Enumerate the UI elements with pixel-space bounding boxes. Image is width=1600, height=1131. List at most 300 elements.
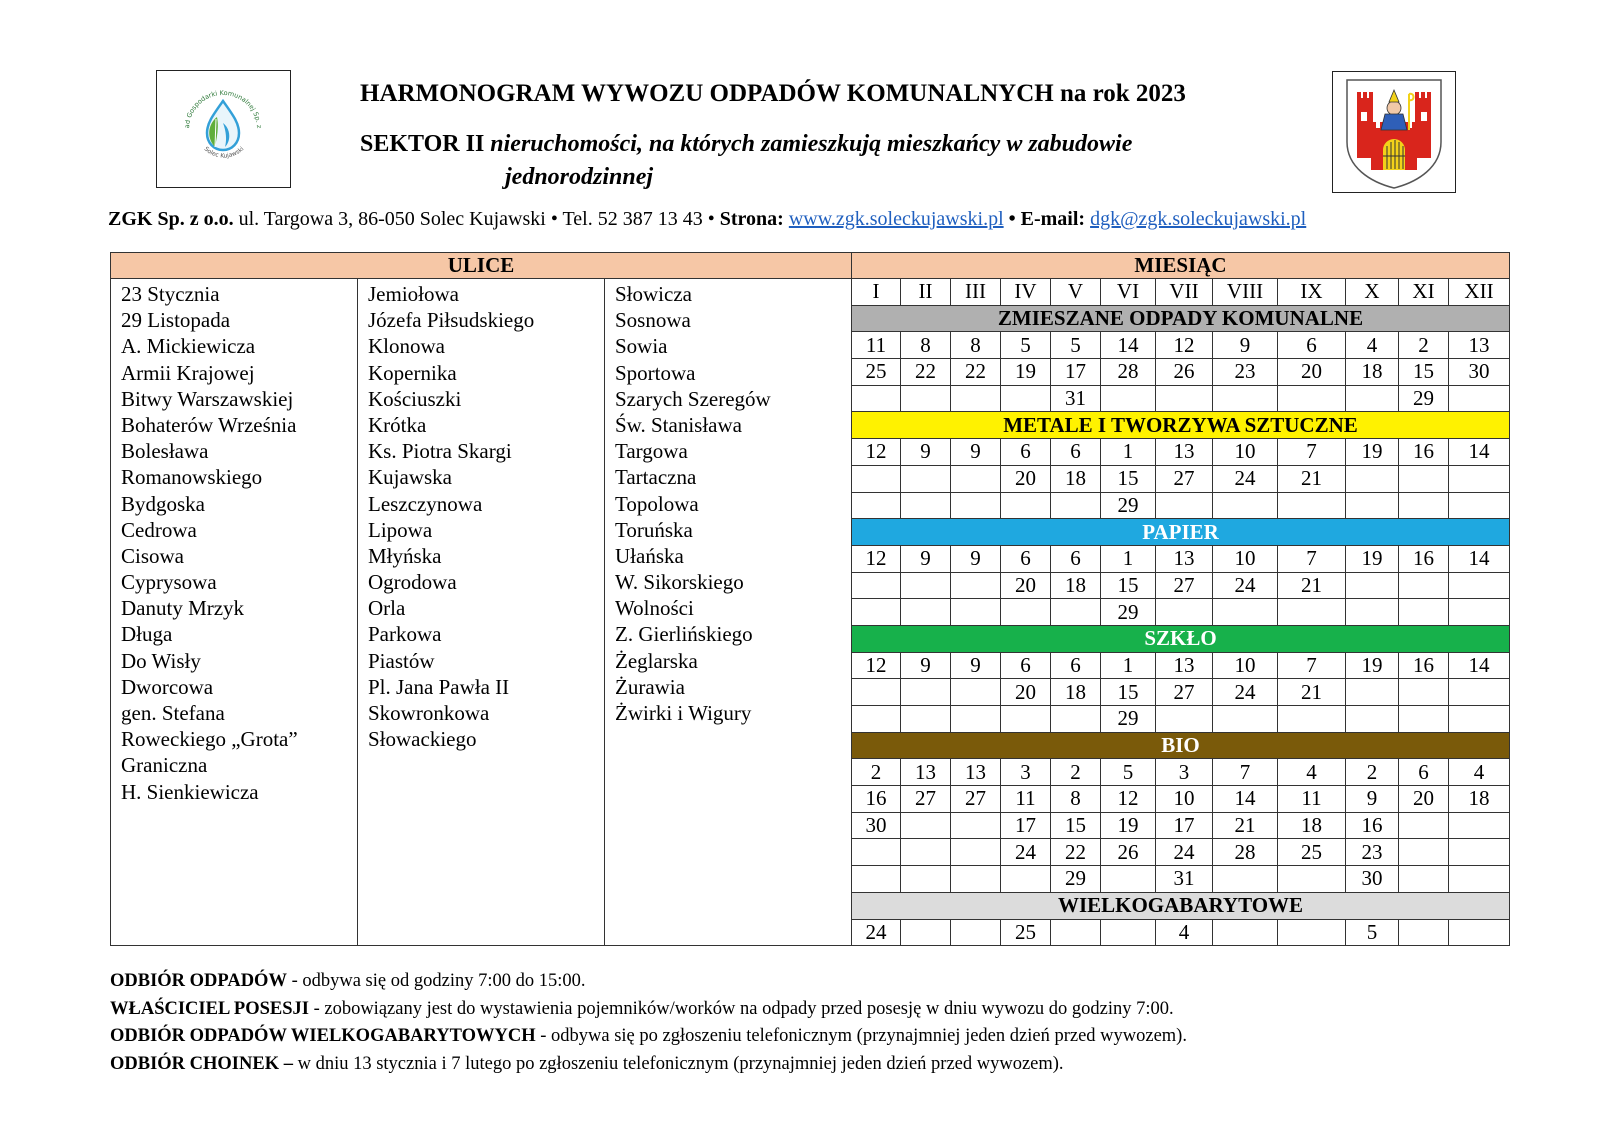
day-cell: 29 — [1101, 599, 1156, 626]
day-cell — [1399, 812, 1449, 839]
day-cell — [852, 839, 901, 866]
day-cell: 13 — [1156, 545, 1213, 572]
street-name: Żeglarska — [615, 648, 698, 673]
day-cell: 31 — [1156, 866, 1213, 893]
day-cell — [951, 465, 1001, 492]
street-name: Jemiołowa — [368, 282, 459, 306]
month-label: XI — [1399, 279, 1449, 306]
day-cell: 15 — [1051, 812, 1101, 839]
day-cell — [901, 385, 951, 412]
day-cell — [951, 572, 1001, 599]
day-cell: 16 — [1399, 545, 1449, 572]
day-cell — [901, 919, 951, 946]
day-cell: 16 — [1399, 652, 1449, 679]
day-cell: 2 — [1399, 332, 1449, 359]
month-label: VI — [1101, 279, 1156, 306]
day-cell — [1346, 465, 1399, 492]
day-cell: 7 — [1278, 652, 1346, 679]
day-cell: 2 — [1346, 759, 1399, 786]
day-cell — [901, 839, 951, 866]
day-cell: 17 — [1051, 359, 1101, 386]
street-name: A. Mickiewicza — [121, 334, 256, 359]
day-cell — [1001, 599, 1051, 626]
day-cell: 13 — [901, 759, 951, 786]
day-cell: 7 — [1278, 545, 1346, 572]
separator: • — [1008, 208, 1016, 230]
day-cell: 19 — [1346, 439, 1399, 466]
street-name: Słowicza — [615, 282, 692, 306]
day-cell: 24 — [1001, 839, 1051, 866]
day-cell: 13 — [1156, 652, 1213, 679]
day-cell — [951, 706, 1001, 733]
street-name: W. Sikorskiego — [615, 570, 744, 595]
street-name: Piastów — [368, 648, 435, 673]
day-cell: 22 — [1051, 839, 1101, 866]
day-cell: 23 — [1213, 359, 1278, 386]
day-cell: 11 — [1001, 786, 1051, 813]
day-cell: 23 — [1346, 839, 1399, 866]
day-cell: 8 — [951, 332, 1001, 359]
day-cell — [951, 866, 1001, 893]
street-name: Dworcowa — [121, 674, 214, 699]
day-cell — [1449, 839, 1510, 866]
day-cell: 30 — [1346, 866, 1399, 893]
street-name: Bydgoska — [121, 491, 205, 516]
day-cell: 19 — [1001, 359, 1051, 386]
street-name: Parkowa — [368, 622, 442, 647]
company-name: ZGK Sp. z o.o. — [108, 208, 234, 230]
day-cell — [1278, 919, 1346, 946]
day-cell: 20 — [1001, 572, 1051, 599]
day-cell: 12 — [1101, 786, 1156, 813]
street-name: Romanowskiego — [121, 465, 263, 490]
day-cell — [951, 385, 1001, 412]
street-name: Wolności — [615, 596, 694, 621]
day-cell — [1156, 706, 1213, 733]
street-name: Cisowa — [121, 543, 184, 568]
day-cell: 6 — [1001, 439, 1051, 466]
day-cell: 6 — [1001, 545, 1051, 572]
day-cell: 7 — [1213, 759, 1278, 786]
coat-of-arms — [1332, 71, 1456, 193]
day-cell — [1001, 385, 1051, 412]
street-name: Targowa — [615, 439, 688, 464]
day-cell — [901, 572, 951, 599]
day-cell — [1449, 492, 1510, 519]
day-cell — [1278, 492, 1346, 519]
day-cell: 12 — [852, 439, 901, 466]
street-name: Kopernika — [368, 360, 457, 385]
day-cell — [1278, 866, 1346, 893]
note-text: - zobowiązany jest do wystawienia pojemników/worków na odpady przed posesję w dniu wywozu do godziny 7:00. — [308, 998, 1174, 1019]
email-link[interactable]: dgk@zgk.soleckujawski.pl — [1090, 208, 1307, 230]
day-cell — [852, 572, 901, 599]
day-cell: 14 — [1449, 439, 1510, 466]
day-cell — [1278, 599, 1346, 626]
day-cell: 22 — [901, 359, 951, 386]
day-cell: 12 — [852, 545, 901, 572]
street-name: Lipowa — [368, 517, 433, 542]
day-cell: 20 — [1278, 359, 1346, 386]
day-cell — [951, 599, 1001, 626]
day-cell: 19 — [1101, 812, 1156, 839]
day-cell — [1399, 866, 1449, 893]
street-name: gen. Stefana — [121, 701, 225, 725]
day-cell — [1449, 919, 1510, 946]
day-cell — [1001, 866, 1051, 893]
months-row — [111, 279, 1510, 306]
month-label: VIII — [1213, 279, 1278, 306]
leaf-drop-icon — [207, 101, 239, 150]
day-cell — [1346, 572, 1399, 599]
day-cell: 6 — [1278, 332, 1346, 359]
note-text: - odbywa się od godziny 7:00 do 15:00. — [286, 971, 586, 991]
day-cell: 30 — [1449, 359, 1510, 386]
day-cell: 24 — [852, 919, 901, 946]
day-cell: 20 — [1399, 786, 1449, 813]
day-cell: 6 — [1051, 545, 1101, 572]
document-title: HARMONOGRAM WYWOZU ODPADÓW KOMUNALNYCH na rok 2023 — [360, 80, 1186, 107]
day-cell: 4 — [1156, 919, 1213, 946]
day-cell — [1213, 919, 1278, 946]
street-name: Sosnowa — [615, 308, 691, 333]
day-cell: 9 — [901, 439, 951, 466]
coat-of-arms-icon — [1333, 72, 1455, 192]
day-cell — [852, 385, 901, 412]
sector-desc-line1: nieruchomości, na których zamieszkują mieszkańcy w zabudowie — [490, 131, 1133, 157]
day-cell — [901, 866, 951, 893]
day-cell — [852, 679, 901, 706]
street-name: Graniczna — [121, 753, 208, 778]
street-name: Z. Gierlińskiego — [615, 622, 753, 647]
day-cell: 5 — [1051, 332, 1101, 359]
day-cell: 29 — [1051, 866, 1101, 893]
day-cell: 27 — [951, 786, 1001, 813]
day-cell: 20 — [1001, 465, 1051, 492]
sector-desc-line2: jednorodzinnej — [505, 164, 654, 190]
day-cell — [1449, 599, 1510, 626]
day-cell: 22 — [951, 359, 1001, 386]
day-cell: 3 — [1156, 759, 1213, 786]
street-name: Bitwy Warszawskiej — [121, 386, 294, 411]
day-cell: 7 — [1278, 439, 1346, 466]
day-cell: 14 — [1213, 786, 1278, 813]
note-line — [110, 968, 1187, 996]
schedule-table — [110, 252, 1510, 946]
day-cell — [1051, 599, 1101, 626]
day-cell — [1101, 919, 1156, 946]
street-name: Młyńska — [368, 543, 442, 568]
day-cell — [1346, 492, 1399, 519]
day-cell: 2 — [1051, 759, 1101, 786]
day-cell — [901, 812, 951, 839]
street-name: Długa — [121, 622, 173, 647]
day-cell: 8 — [1051, 786, 1101, 813]
section-header: PAPIER — [852, 519, 1510, 546]
street-name: Św. Stanisława — [615, 412, 742, 437]
day-cell: 5 — [1001, 332, 1051, 359]
contact-line — [108, 208, 1306, 231]
day-cell — [1051, 706, 1101, 733]
day-cell — [1346, 385, 1399, 412]
day-cell — [1449, 385, 1510, 412]
street-name: Toruńska — [615, 517, 693, 542]
day-cell: 13 — [1449, 332, 1510, 359]
month-label: X — [1346, 279, 1399, 306]
day-cell — [1213, 492, 1278, 519]
street-name: Krótka — [368, 412, 427, 437]
note-label: ODBIÓR ODPADÓW WIELKOGABARYTOWYCH — [110, 1026, 536, 1046]
day-cell — [1449, 866, 1510, 893]
month-label: IX — [1278, 279, 1346, 306]
day-cell — [1399, 572, 1449, 599]
logo-bottom-text: Solec Kujawski — [202, 145, 246, 160]
street-name: Bohaterów Września — [121, 412, 297, 437]
day-cell — [1449, 679, 1510, 706]
street-name: Danuty Mrzyk — [121, 596, 245, 621]
company-address: ul. Targowa 3, 86-050 Solec Kujawski • Tel. 52 387 13 43 • — [238, 208, 715, 230]
day-cell: 4 — [1346, 332, 1399, 359]
day-cell: 13 — [951, 759, 1001, 786]
day-cell — [901, 706, 951, 733]
street-name: 23 Stycznia — [121, 282, 220, 306]
day-cell: 18 — [1051, 465, 1101, 492]
day-cell: 10 — [1156, 786, 1213, 813]
section-header: BIO — [852, 732, 1510, 759]
day-cell — [852, 866, 901, 893]
day-cell: 16 — [1399, 439, 1449, 466]
note-label: ODBIÓR ODPADÓW — [110, 971, 287, 991]
day-cell: 26 — [1101, 839, 1156, 866]
day-cell — [852, 492, 901, 519]
street-name: Cedrowa — [121, 517, 197, 542]
day-cell: 27 — [1156, 572, 1213, 599]
street-name: Sowia — [615, 334, 668, 359]
street-name: Żwirki i Wigury — [615, 701, 752, 725]
day-cell — [1278, 706, 1346, 733]
street-name: Bolesława — [121, 439, 209, 464]
street-name: Kościuszki — [368, 386, 462, 411]
note-line — [110, 996, 1187, 1024]
day-cell: 17 — [1156, 812, 1213, 839]
street-column — [605, 279, 852, 946]
day-cell: 19 — [1346, 545, 1399, 572]
month-header: MIESIĄC — [852, 253, 1510, 279]
month-label: III — [951, 279, 1001, 306]
day-cell: 10 — [1213, 652, 1278, 679]
day-cell — [1051, 919, 1101, 946]
day-cell: 1 — [1101, 545, 1156, 572]
day-cell: 15 — [1101, 679, 1156, 706]
email-label: E-mail: — [1020, 208, 1086, 230]
day-cell: 9 — [951, 439, 1001, 466]
day-cell: 17 — [1001, 812, 1051, 839]
month-label: XII — [1449, 279, 1510, 306]
street-name: Żurawia — [615, 674, 685, 699]
street-name: Ks. Piotra Skargi — [368, 439, 512, 464]
day-cell: 9 — [951, 652, 1001, 679]
website-link[interactable]: www.zgk.soleckujawski.pl — [788, 208, 1004, 230]
day-cell: 11 — [1278, 786, 1346, 813]
day-cell: 21 — [1213, 812, 1278, 839]
day-cell: 4 — [1278, 759, 1346, 786]
day-cell — [1001, 706, 1051, 733]
day-cell: 27 — [1156, 465, 1213, 492]
month-label: I — [852, 279, 901, 306]
street-name: Roweckiego „Grota” — [121, 727, 298, 752]
day-cell: 6 — [1399, 759, 1449, 786]
day-cell — [951, 839, 1001, 866]
street-name: Armii Krajowej — [121, 360, 255, 385]
day-cell — [1213, 866, 1278, 893]
day-cell: 3 — [1001, 759, 1051, 786]
day-cell — [951, 812, 1001, 839]
day-cell: 15 — [1101, 465, 1156, 492]
street-name: Sportowa — [615, 360, 696, 385]
note-line — [110, 1023, 1187, 1051]
day-cell: 16 — [1346, 812, 1399, 839]
day-cell: 21 — [1278, 679, 1346, 706]
day-cell: 6 — [1001, 652, 1051, 679]
day-cell — [1213, 385, 1278, 412]
street-name: Ogrodowa — [368, 570, 457, 595]
day-cell: 27 — [1156, 679, 1213, 706]
day-cell: 31 — [1051, 385, 1101, 412]
day-cell: 1 — [1101, 652, 1156, 679]
day-cell: 28 — [1213, 839, 1278, 866]
day-cell: 25 — [852, 359, 901, 386]
day-cell — [951, 492, 1001, 519]
day-cell: 6 — [1051, 439, 1101, 466]
day-cell — [1101, 866, 1156, 893]
section-header: SZKŁO — [852, 625, 1510, 652]
day-cell: 29 — [1101, 706, 1156, 733]
street-name: Józefa Piłsudskiego — [368, 308, 535, 333]
street-name: Do Wisły — [121, 648, 201, 673]
note-text: - odbywa się po zgłoszeniu telefonicznym (przynajmniej jeden dzień przed wywozem). — [535, 1026, 1187, 1046]
day-cell — [1346, 599, 1399, 626]
day-cell — [1278, 385, 1346, 412]
street-name: Orla — [368, 596, 406, 621]
day-cell — [1001, 492, 1051, 519]
day-cell — [901, 492, 951, 519]
day-cell: 6 — [1051, 652, 1101, 679]
day-cell: 9 — [951, 545, 1001, 572]
day-cell — [1399, 679, 1449, 706]
day-cell — [1213, 599, 1278, 626]
day-cell: 10 — [1213, 545, 1278, 572]
street-name: Cyprysowa — [121, 570, 217, 595]
day-cell: 24 — [1213, 572, 1278, 599]
day-cell — [852, 465, 901, 492]
section-header: WIELKOGABARYTOWE — [852, 892, 1510, 919]
day-cell: 20 — [1001, 679, 1051, 706]
day-cell: 15 — [1101, 572, 1156, 599]
day-cell: 12 — [852, 652, 901, 679]
day-cell: 29 — [1399, 385, 1449, 412]
month-label: V — [1051, 279, 1101, 306]
month-label: IV — [1001, 279, 1051, 306]
street-name: Pl. Jana Pawła II — [368, 674, 510, 699]
day-cell — [1156, 599, 1213, 626]
day-cell: 10 — [1213, 439, 1278, 466]
day-cell — [1399, 919, 1449, 946]
day-cell: 18 — [1346, 359, 1399, 386]
note-line — [110, 1051, 1187, 1079]
day-cell — [901, 465, 951, 492]
day-cell: 9 — [901, 545, 951, 572]
day-cell — [901, 599, 951, 626]
day-cell — [1346, 706, 1399, 733]
day-cell: 18 — [1051, 679, 1101, 706]
logo-ring-text: ad Gospodarki Komunalnej Sp. z — [182, 88, 264, 129]
day-cell: 18 — [1051, 572, 1101, 599]
day-cell: 26 — [1156, 359, 1213, 386]
day-cell: 21 — [1278, 465, 1346, 492]
street-name: Topolowa — [615, 491, 699, 516]
note-label: ODBIÓR CHOINEK – — [110, 1053, 293, 1074]
day-cell: 18 — [1449, 786, 1510, 813]
section-header: METALE I TWORZYWA SZTUCZNE — [852, 412, 1510, 439]
day-cell: 12 — [1156, 332, 1213, 359]
street-name: Leszczynowa — [368, 491, 483, 516]
street-column — [111, 279, 358, 946]
day-cell: 14 — [1101, 332, 1156, 359]
day-cell: 8 — [901, 332, 951, 359]
street-name: 29 Listopada — [121, 308, 231, 333]
day-cell — [951, 679, 1001, 706]
street-name: Szarych Szeregów — [615, 386, 771, 411]
month-label: VII — [1156, 279, 1213, 306]
day-cell — [951, 919, 1001, 946]
day-cell — [1449, 706, 1510, 733]
day-cell — [1399, 706, 1449, 733]
day-cell — [1346, 679, 1399, 706]
street-column — [358, 279, 605, 946]
day-cell: 1 — [1101, 439, 1156, 466]
day-cell — [1156, 492, 1213, 519]
day-cell: 14 — [1449, 652, 1510, 679]
day-cell: 25 — [1001, 919, 1051, 946]
day-cell — [1156, 385, 1213, 412]
day-cell: 25 — [1278, 839, 1346, 866]
day-cell: 9 — [1213, 332, 1278, 359]
sector-label: SEKTOR II — [360, 131, 485, 157]
day-cell: 5 — [1346, 919, 1399, 946]
day-cell: 16 — [852, 786, 901, 813]
day-cell — [1449, 465, 1510, 492]
day-cell: 21 — [1278, 572, 1346, 599]
day-cell: 13 — [1156, 439, 1213, 466]
day-cell: 29 — [1101, 492, 1156, 519]
street-name: Klonowa — [368, 334, 445, 359]
day-cell — [1399, 465, 1449, 492]
day-cell: 15 — [1399, 359, 1449, 386]
day-cell: 5 — [1101, 759, 1156, 786]
day-cell: 27 — [901, 786, 951, 813]
note-text: w dniu 13 stycznia i 7 lutego po zgłoszeniu telefonicznym (przynajmniej jeden dzień przed wywozem). — [292, 1053, 1064, 1074]
day-cell — [1213, 706, 1278, 733]
day-cell — [1399, 839, 1449, 866]
day-cell: 28 — [1101, 359, 1156, 386]
day-cell — [1399, 492, 1449, 519]
day-cell: 24 — [1213, 465, 1278, 492]
day-cell — [852, 599, 901, 626]
day-cell — [852, 706, 901, 733]
day-cell: 11 — [852, 332, 901, 359]
note-label: WŁAŚCICIEL POSESJI — [110, 998, 309, 1019]
street-name: Kujawska — [368, 465, 452, 490]
